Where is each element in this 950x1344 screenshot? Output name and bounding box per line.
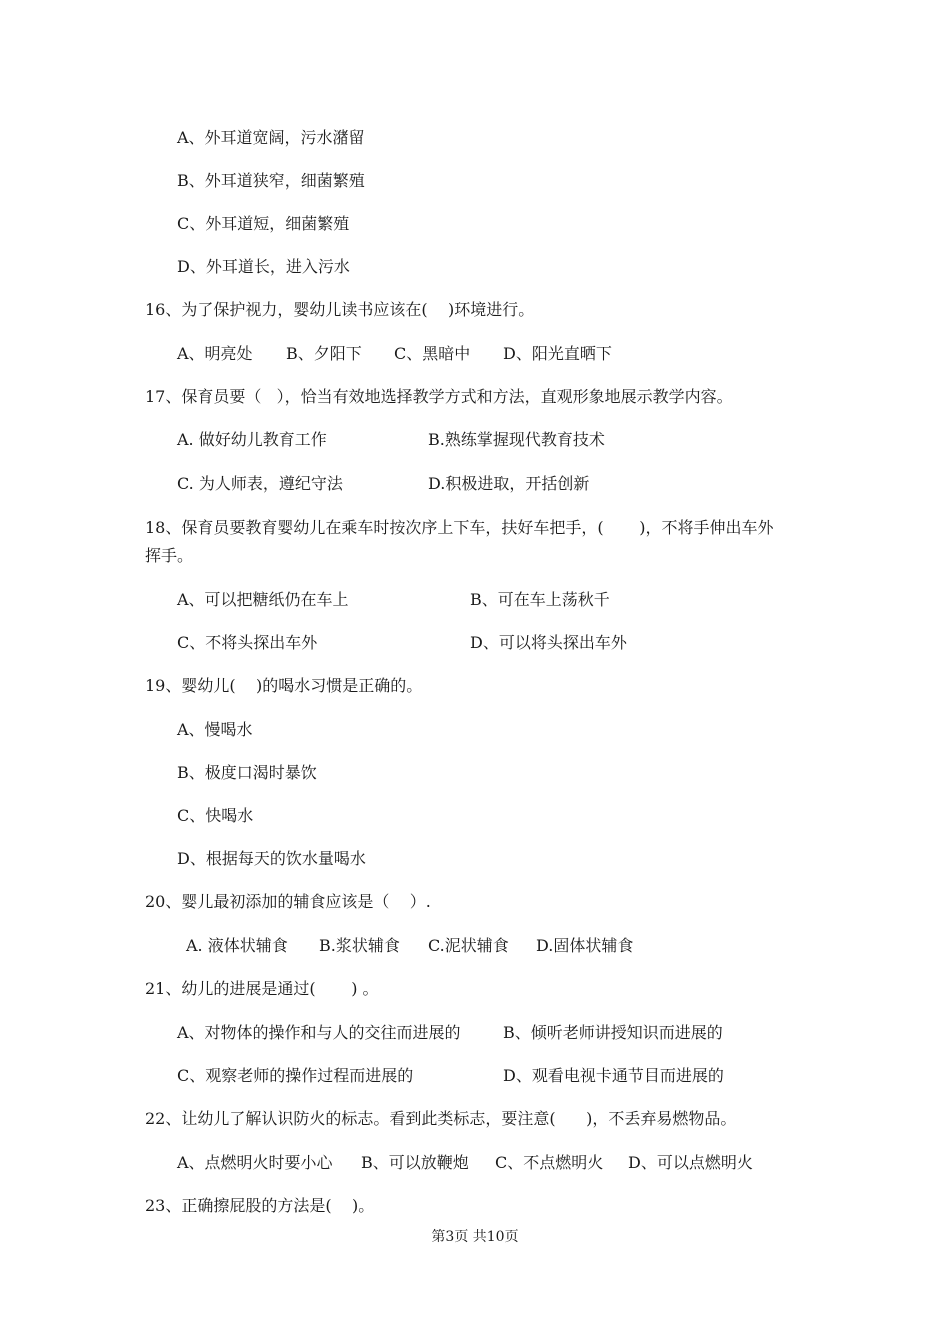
q19-option-c: C、快喝水 <box>177 806 254 825</box>
q22-option-b: B、可以放鞭炮 <box>361 1153 469 1172</box>
q22-option-c: C、不点燃明火 <box>495 1153 604 1172</box>
q22-stem: 22、让幼儿了解认识防火的标志。看到此类标志，要注意( )，不丢弃易燃物品。 <box>145 1109 737 1128</box>
q18-option-b: B、可在车上荡秋千 <box>470 590 610 609</box>
q15-option-c: C、外耳道短，细菌繁殖 <box>177 214 350 233</box>
q16-option-b: B、夕阳下 <box>286 344 362 363</box>
q18-option-c: C、不将头探出车外 <box>177 633 318 652</box>
q18-stem-line1: 18、保育员要教育婴幼儿在乘车时按次序上下车，扶好车把手，( )，不将手伸出车外 <box>145 518 774 537</box>
q20-option-a: A. 液体状辅食 <box>186 936 288 955</box>
q17-option-b: B.熟练掌握现代教育技术 <box>428 430 605 449</box>
q19-stem: 19、婴幼儿( )的喝水习惯是正确的。 <box>145 676 423 695</box>
q17-stem: 17、保育员要（ ），恰当有效地选择教学方式和方法，直观形象地展示教学内容。 <box>145 387 733 406</box>
q23-stem: 23、正确擦屁股的方法是( )。 <box>145 1196 375 1215</box>
q15-option-b: B、外耳道狭窄，细菌繁殖 <box>177 171 365 190</box>
q19-option-a: A、慢喝水 <box>177 720 253 739</box>
q20-option-d: D.固体状辅食 <box>536 936 634 955</box>
q20-option-c: C.泥状辅食 <box>428 936 509 955</box>
q21-option-d: D、观看电视卡通节目而进展的 <box>503 1066 724 1085</box>
q19-option-d: D、根据每天的饮水量喝水 <box>177 849 366 868</box>
q20-stem: 20、婴儿最初添加的辅食应该是（ ）. <box>145 892 431 911</box>
q21-stem: 21、幼儿的进展是通过( ) 。 <box>145 979 379 998</box>
q15-option-a: A、外耳道宽阔，污水潴留 <box>177 128 365 147</box>
page-footer: 第3页 共10页 <box>431 1229 519 1245</box>
q17-option-c: C. 为人师表，遵纪守法 <box>177 474 343 493</box>
q18-option-d: D、可以将头探出车外 <box>470 633 627 652</box>
q16-option-d: D、阳光直晒下 <box>503 344 612 363</box>
q22-option-d: D、可以点燃明火 <box>628 1153 753 1172</box>
q16-option-c: C、黑暗中 <box>394 344 471 363</box>
q17-option-a: A. 做好幼儿教育工作 <box>177 430 327 449</box>
q21-option-b: B、倾听老师讲授知识而进展的 <box>503 1023 723 1042</box>
q16-option-a: A、明亮处 <box>177 344 253 363</box>
q18-option-a: A、可以把糖纸仍在车上 <box>177 590 349 609</box>
q20-option-b: B.浆状辅食 <box>319 936 400 955</box>
q22-option-a: A、点燃明火时要小心 <box>177 1153 333 1172</box>
q15-option-d: D、外耳道长，进入污水 <box>177 257 350 276</box>
q21-option-a: A、对物体的操作和与人的交往而进展的 <box>177 1023 461 1042</box>
q19-option-b: B、极度口渴时暴饮 <box>177 763 317 782</box>
q16-stem: 16、为了保护视力，婴幼儿读书应该在( )环境进行。 <box>145 300 535 319</box>
q21-option-c: C、观察老师的操作过程而进展的 <box>177 1066 414 1085</box>
q18-stem-line2: 挥手。 <box>145 546 194 565</box>
q17-option-d: D.积极进取，开括创新 <box>428 474 590 493</box>
